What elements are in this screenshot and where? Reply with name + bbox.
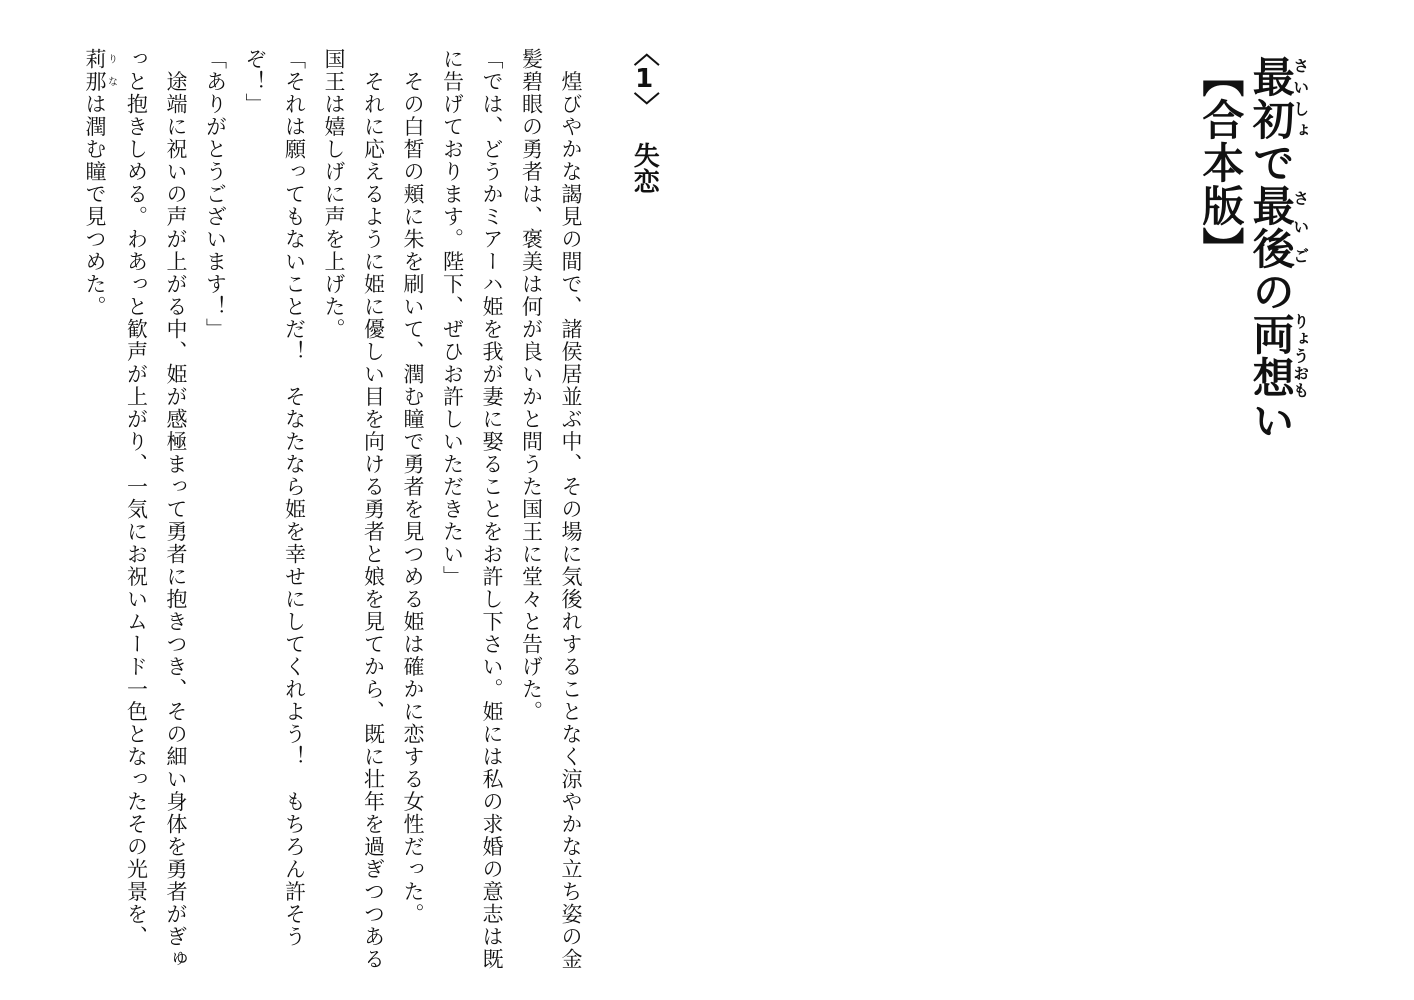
title-text: で (1246, 141, 1296, 184)
chapter-title: 失恋 (629, 142, 660, 194)
title-text: い (1246, 399, 1296, 442)
paragraph: 煌びやかな謁見の間で、諸侯居並ぶ中、その場に気後れすることなく涼やかな立ち姿の金髪碧眼の勇者は、褒美は何が良いかと問うた国王に堂々と告げた。 (519, 48, 583, 971)
chapter-number: 1 (635, 66, 654, 92)
title-edition: 【合本版】 (1196, 55, 1246, 270)
paragraph: それに応えるように姫に優しい目を向ける勇者と娘を見てから、既に壮年を過ぎつつある国王は嬉しげに声を上げた。 (322, 48, 386, 971)
paragraph: 「ありがとうございます！」 (203, 48, 228, 341)
title-text: の (1246, 270, 1296, 313)
paragraph: 途端に祝いの声が上がる中、姫が感極まって勇者に抱きつき、その細い身体を勇者がぎゅっと抱きしめる。わあっと歓声が上がり、一気にお祝いムード一色となったその光景を、 (124, 48, 188, 971)
paragraph: 「それは願ってもないことだ！ そなたなら姫を幸せにしてくれよう！ もちろん許そうぞ！」 (243, 48, 307, 948)
chapter-bracket-close: 〉 (629, 92, 660, 118)
title-ruby-saisho: 最初さいしょ (1246, 55, 1310, 141)
paragraph: その白皙の頬に朱を刷いて、潤む瞳で勇者を見つめる姫は確かに恋する女性だった。 (401, 48, 425, 926)
title-ruby-ryouomo: 両想りょうおも (1246, 313, 1310, 399)
paragraph-last (75, 48, 117, 978)
book-title (1195, 55, 1308, 655)
chapter-heading (628, 40, 659, 340)
title-ruby-saigo: 最後さいご (1246, 184, 1310, 270)
paragraph-last-text: は潤む瞳で見つめた。 (83, 93, 107, 318)
paragraph: 「では、どうかミアーハ姫を我が妻に娶ることをお許し下さい。姫には私の求婚の意志は既に告げております。陛下、ぜひお許しいただきたい」 (440, 48, 504, 971)
body-text (70, 48, 590, 978)
chapter-bracket-open: 〈 (629, 40, 660, 66)
name-ruby-rina: 莉那りな (83, 48, 117, 93)
